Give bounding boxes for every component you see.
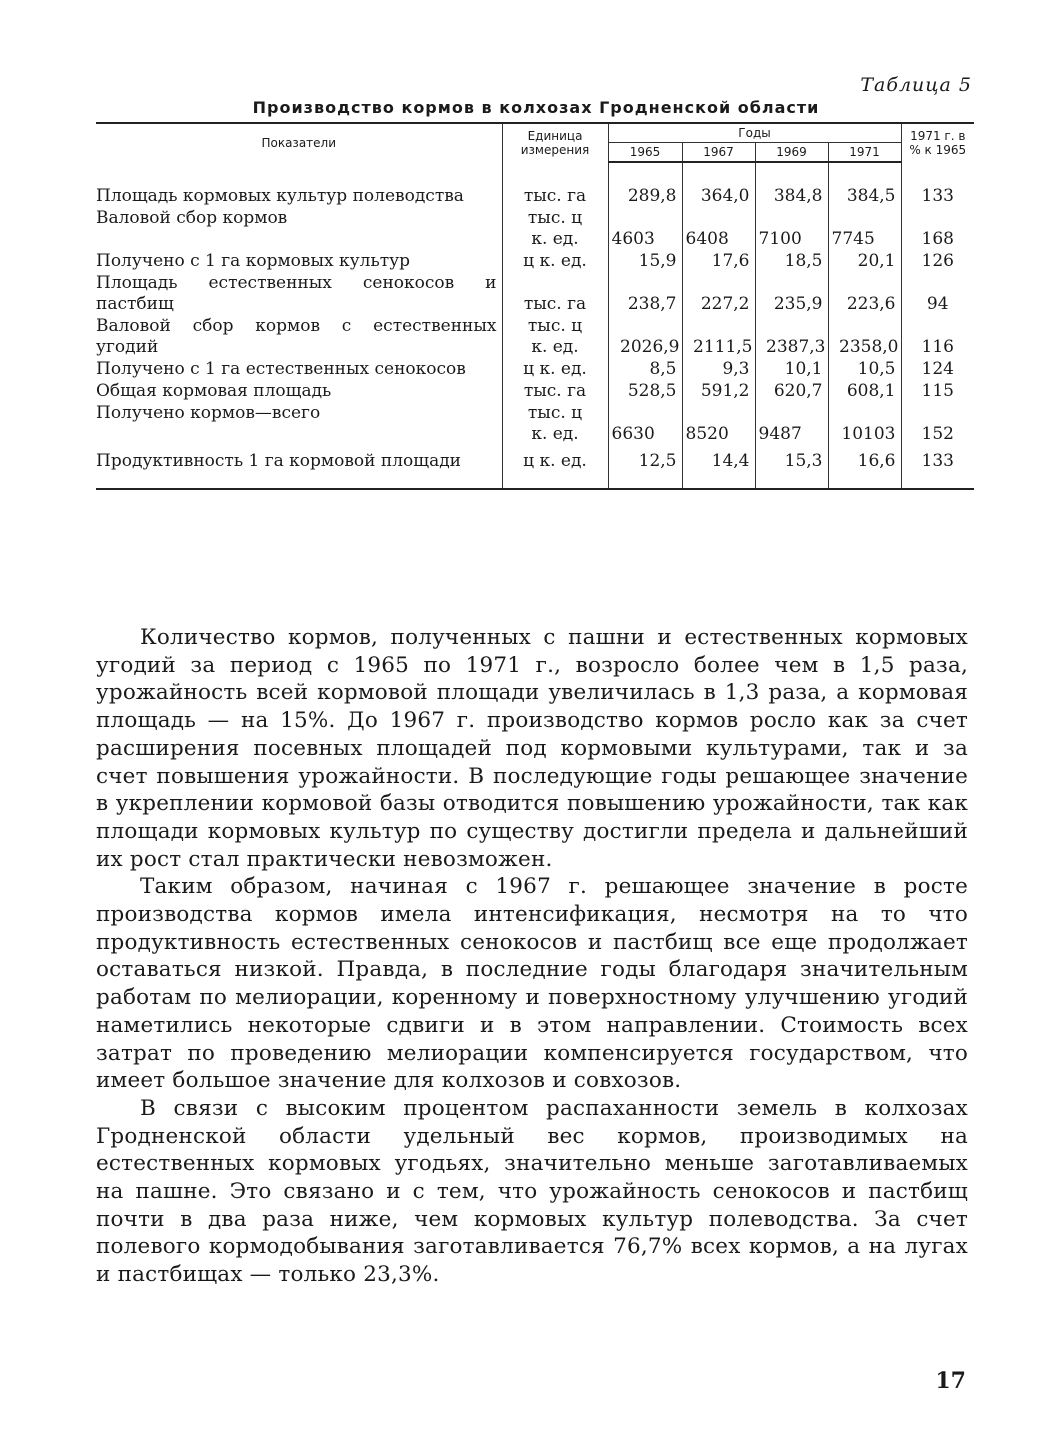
cell-1969: 9487 — [755, 402, 828, 445]
paragraph: Количество кормов, полученных с пашни и естественных кормовых угодий за период с 1965 по 1971 г., возросло более чем в 1,5 раза, урожайность всей кормовой площади увеличилась в 1,3 раза, а кормовая площадь — на 15%. До 1967 г. производство кормов росло как за счет расширения посевных площадей под кормовыми культурами, так и за счет повышения урожайности. В последующие годы решающее значение в укреплении кормовой базы отводится повышению урожайности, так как площади кормовых культур по существу достигли предела и дальнейший их рост стал практически невозможен. — [96, 625, 968, 872]
cell-pct: 152 — [901, 402, 974, 445]
cell-1971: 16,6 — [828, 445, 901, 472]
cell-pct: 126 — [901, 250, 974, 272]
row-unit: ц к. ед. — [502, 445, 608, 472]
table-row — [96, 207, 974, 250]
paragraph: В связи с высоким процентом распаханности земель в колхозах Гродненской области удельный вес кормов, производимых на естественных кормовых угодьях, значительно меньше заготавливаемых на пашне. Это связано и с тем, что урожайность сенокосов и пастбищ почти в два раза ниже, чем кормовых культур полеводства. За счет полевого кормодобывания заготавливается 76,7% всех кормов, а на лугах и пастбищах — только 23,3%. — [96, 1095, 968, 1288]
row-label: Площадь естественных сенокосов и пастбищ — [96, 273, 497, 314]
row-unit: ц к. ед. — [502, 250, 608, 272]
cell-1969: 18,5 — [755, 250, 828, 272]
row-label: Валовой сбор кормов с естественных угодий — [96, 316, 497, 357]
table-row — [96, 250, 974, 272]
table-label: Таблица 5 — [860, 74, 972, 96]
row-unit: ц к. ед. — [502, 358, 608, 380]
cell-1971: 223,6 — [828, 272, 901, 315]
row-label: Валовой сбор кормов — [96, 208, 288, 228]
cell-1967: 591,2 — [682, 380, 755, 402]
row-unit: тыс. ц к. ед. — [502, 402, 608, 445]
cell-1965: 289,8 — [608, 185, 682, 207]
cell-1965: 6630 — [608, 402, 682, 445]
cell-1969: 10,1 — [755, 358, 828, 380]
header-year-1965: 1965 — [608, 143, 682, 163]
cell-1967: 2111,5 — [682, 315, 755, 358]
cell-1969: 15,3 — [755, 445, 828, 472]
cell-1965: 2026,9 — [608, 315, 682, 358]
cell-1971: 20,1 — [828, 250, 901, 272]
header-year-1969: 1969 — [755, 143, 828, 163]
body-text — [96, 624, 968, 1289]
table-row — [96, 380, 974, 402]
row-label: Продуктивность 1 га кормовой площади — [96, 451, 462, 471]
header-unit: Единица измерения — [502, 123, 608, 162]
row-label: Получено с 1 га естественных сенокосов — [96, 359, 466, 379]
cell-pct: 115 — [901, 380, 974, 402]
cell-1965: 238,7 — [608, 272, 682, 315]
row-label: Общая кормовая площадь — [96, 381, 332, 401]
cell-1971: 384,5 — [828, 185, 901, 207]
cell-1969: 384,8 — [755, 185, 828, 207]
paragraph: Таким образом, начиная с 1967 г. решающее значение в росте производства кормов имела интенсификация, несмотря на то что продуктивность естественных сенокосов и пастбищ все еще продолжает оставаться низкой. Правда, в последние годы благодаря значительным работам по мелиорации, коренному и поверхностному улучшению угодий наметились некоторые сдвиги и в этом направлении. Стоимость всех затрат по проведению мелиорации компенсируется государством, что имеет большое значение для колхозов и совхозов. — [96, 874, 968, 1094]
row-unit: тыс. ц к. ед. — [502, 315, 608, 358]
header-year-1967: 1967 — [682, 143, 755, 163]
cell-1967: 6408 — [682, 207, 755, 250]
table-row — [96, 358, 974, 380]
cell-1965: 12,5 — [608, 445, 682, 472]
table-row — [96, 185, 974, 207]
cell-1967: 8520 — [682, 402, 755, 445]
cell-1969: 2387,3 — [755, 315, 828, 358]
cell-1965: 15,9 — [608, 250, 682, 272]
cell-1971: 10,5 — [828, 358, 901, 380]
header-indicator: Показатели — [96, 123, 502, 162]
cell-1967: 9,3 — [682, 358, 755, 380]
cell-1965: 4603 — [608, 207, 682, 250]
cell-1971: 2358,0 — [828, 315, 901, 358]
header-pct: 1971 г. в % к 1965 — [901, 123, 974, 162]
cell-pct: 133 — [901, 445, 974, 472]
feed-production-table — [96, 122, 974, 490]
row-label: Получено с 1 га кормовых культур — [96, 251, 410, 271]
table-title: Производство кормов в колхозах Гродненской области — [252, 98, 820, 117]
row-unit: тыс. га — [502, 185, 608, 207]
cell-pct: 168 — [901, 207, 974, 250]
cell-pct: 124 — [901, 358, 974, 380]
cell-1967: 227,2 — [682, 272, 755, 315]
header-year-1971: 1971 — [828, 143, 901, 163]
cell-1965: 528,5 — [608, 380, 682, 402]
table-row — [96, 402, 974, 445]
cell-pct: 116 — [901, 315, 974, 358]
row-unit: тыс. га — [502, 380, 608, 402]
table-row — [96, 445, 974, 472]
cell-1967: 14,4 — [682, 445, 755, 472]
cell-pct: 94 — [901, 272, 974, 315]
cell-1969: 620,7 — [755, 380, 828, 402]
page-number: 17 — [935, 1368, 966, 1394]
row-label: Площадь кормовых культур полеводства — [96, 186, 464, 206]
cell-1969: 235,9 — [755, 272, 828, 315]
table-row — [96, 315, 974, 358]
cell-1971: 10103 — [828, 402, 901, 445]
row-label: Получено кормов—всего — [96, 403, 321, 423]
cell-1969: 7100 — [755, 207, 828, 250]
header-years: Годы — [608, 123, 901, 143]
cell-pct: 133 — [901, 185, 974, 207]
table-row — [96, 272, 974, 315]
cell-1967: 364,0 — [682, 185, 755, 207]
cell-1971: 608,1 — [828, 380, 901, 402]
cell-1971: 7745 — [828, 207, 901, 250]
row-unit: тыс. га — [502, 272, 608, 315]
row-unit: тыс. ц к. ед. — [502, 207, 608, 250]
cell-1965: 8,5 — [608, 358, 682, 380]
cell-1967: 17,6 — [682, 250, 755, 272]
